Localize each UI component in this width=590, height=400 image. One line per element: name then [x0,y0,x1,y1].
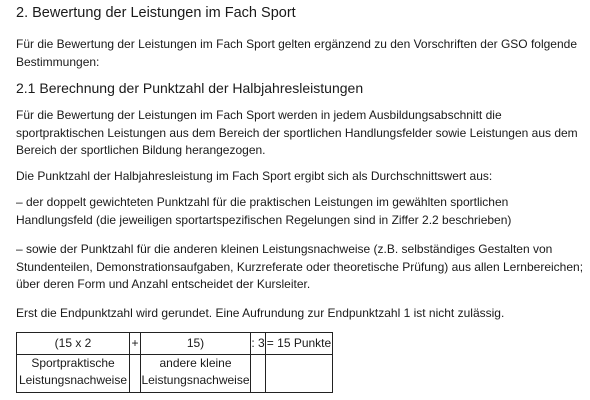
label-cell-empty [266,355,333,393]
label-line: Leistungsnachweise [141,373,250,387]
list-item-line: Stundenteilen, Demonstrationsaufgaben, Kurzreferate oder theoretische Prüfung) aus allen Lernbereichen; [16,259,584,274]
section-heading-2: 2. Bewertung der Leistungen im Fach Sport [16,5,296,21]
paragraph-line: Die Punktzahl der Halbjahresleistung im Fach Sport ergibt sich als Durchschnittswert aus: [16,169,493,183]
formula-cell-other: 15) [141,333,251,355]
label-line: andere kleine [159,356,232,370]
label-line: Sportpraktische [31,356,115,370]
intro-paragraph [16,36,586,71]
intro-line: Bestimmungen: [16,54,100,69]
label-cell-empty [251,355,266,393]
paragraph-line: Bereich der sportlichen Bildung herangezogen. [16,143,266,157]
formula-cell-practical: (15 x 2 [17,333,130,355]
paragraph-assessment [16,107,586,160]
formula-cell-divide: : 3 [251,333,266,355]
formula-table [16,332,333,393]
paragraph-average [16,168,586,186]
formula-cell-result: = 15 Punkte [266,333,333,355]
list-item-line: über deren Form und Anzahl entscheidet der Kursleiter. [16,277,311,291]
list-item-other [16,241,586,294]
list-item-line: Handlungsfeld (die jeweiligen sportartspezifischen Regelungen sind in Ziffer 2.2 beschrieben) [16,212,512,227]
subsection-heading-2-1: 2.1 Berechnung der Punktzahl der Halbjahresleistungen [16,80,364,96]
list-item-line: – der doppelt gewichteten Punktzahl für die praktischen Leistungen im gewählten sportlichen [16,195,509,209]
label-line: Leistungsnachweise [18,373,128,387]
paragraph-line: sportpraktischen Leistungen aus dem Bereich der sportlichen Handlungsfelder sowie Leistungen aus dem [16,125,578,140]
paragraph-line: Für die Bewertung der Leistungen im Fach Sport werden in jedem Ausbildungsabschnitt die [16,108,502,122]
formula-label-row [17,355,333,393]
paragraph-line: Erst die Endpunktzahl wird gerundet. Eine Aufrundung zur Endpunktzahl 1 ist nicht zulässig. [16,306,505,320]
label-cell-practical [17,355,130,393]
list-item-line: – sowie der Punktzahl für die anderen kleinen Leistungsnachweise (z.B. selbständiges Gestalten von [16,242,553,256]
label-cell-other [141,355,251,393]
formula-row [17,333,333,355]
intro-line: Für die Bewertung der Leistungen im Fach Sport gelten ergänzend zu den Vorschriften der GSO folgende [16,37,577,51]
paragraph-rounding [16,305,586,323]
list-item-practical [16,194,586,229]
label-cell-empty [130,355,141,393]
formula-cell-plus: + [130,333,141,355]
